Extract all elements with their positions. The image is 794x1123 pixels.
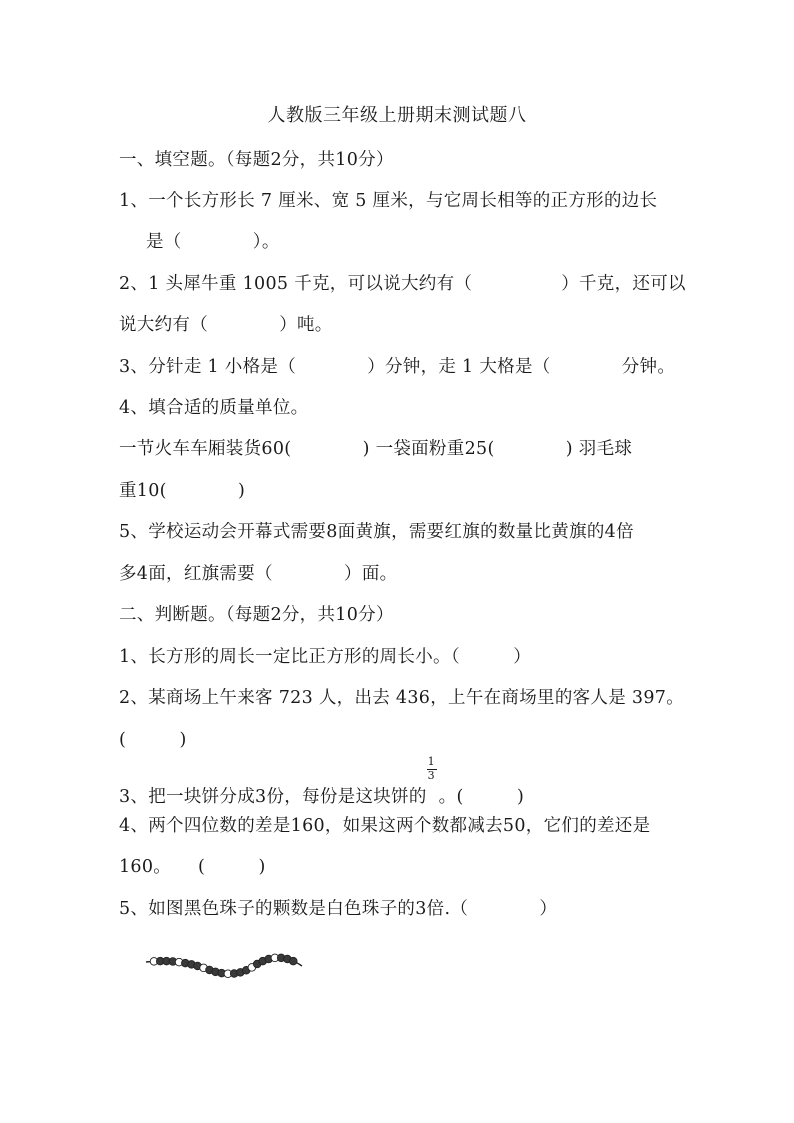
section-1-heading: 一、填空题。（每题2分，共10分）: [119, 150, 394, 170]
s2-question-3-blank: 。( ): [438, 787, 525, 807]
s1-question-4-line-1: 一节火车车厢装货60( ) 一袋面粉重25( ) 羽毛球: [119, 439, 633, 459]
fraction-one-third: [427, 755, 439, 802]
fraction-numerator: 1: [427, 755, 435, 768]
section-2-heading: 二、判断题。（每题2分，共10分）: [119, 605, 394, 625]
s1-question-4-line-2: 重10( ): [119, 481, 246, 501]
s1-question-2-line-2: 说大约有（ ）吨。: [119, 315, 333, 335]
s2-question-4-line-2: 160。 ( ): [119, 857, 266, 877]
s1-question-5-line-1: 5、学校运动会开幕式需要8面黄旗，需要红旗的数量比黄旗的4倍: [119, 522, 634, 542]
fraction-denominator: 3: [427, 769, 435, 782]
s2-question-3-text: 3、把一块饼分成3份，每份是这块饼的: [119, 787, 427, 807]
bead-string-figure: [144, 944, 308, 984]
s2-question-5: 5、如图黑色珠子的颗数是白色珠子的3倍.（ ）: [119, 899, 558, 919]
s2-question-3: [119, 755, 525, 809]
s2-question-1: 1、长方形的周长一定比正方形的周长小。（ ）: [119, 647, 532, 667]
s2-question-2-line-1: 2、某商场上午来客 723 人，出去 436，上午在商场里的客人是 397。: [119, 688, 684, 708]
page-title: 人教版三年级上册期末测试题八: [267, 105, 527, 126]
s1-question-1-line-2: 是（ ）。: [146, 232, 280, 252]
s1-question-4: 4、填合适的质量单位。: [119, 398, 309, 418]
black-bead: [289, 957, 297, 965]
s1-question-2-line-1: 2、1 头犀牛重 1005 千克，可以说大约有（ ）千克，还可以: [119, 274, 686, 294]
s1-question-5-line-2: 多4面，红旗需要（ ）面。: [119, 564, 398, 584]
s2-question-4-line-1: 4、两个四位数的差是160，如果这两个数都减去50，它们的差还是: [119, 816, 651, 836]
bead-group: [150, 954, 297, 977]
s1-question-3: 3、分针走 1 小格是（ ）分钟，走 1 大格是（ 分钟。: [119, 357, 676, 377]
s1-question-1-line-1: 1、一个长方形长 7 厘米、宽 5 厘米，与它周长相等的正方形的边长: [119, 191, 658, 211]
s2-question-2-line-2: ( ): [119, 730, 187, 750]
